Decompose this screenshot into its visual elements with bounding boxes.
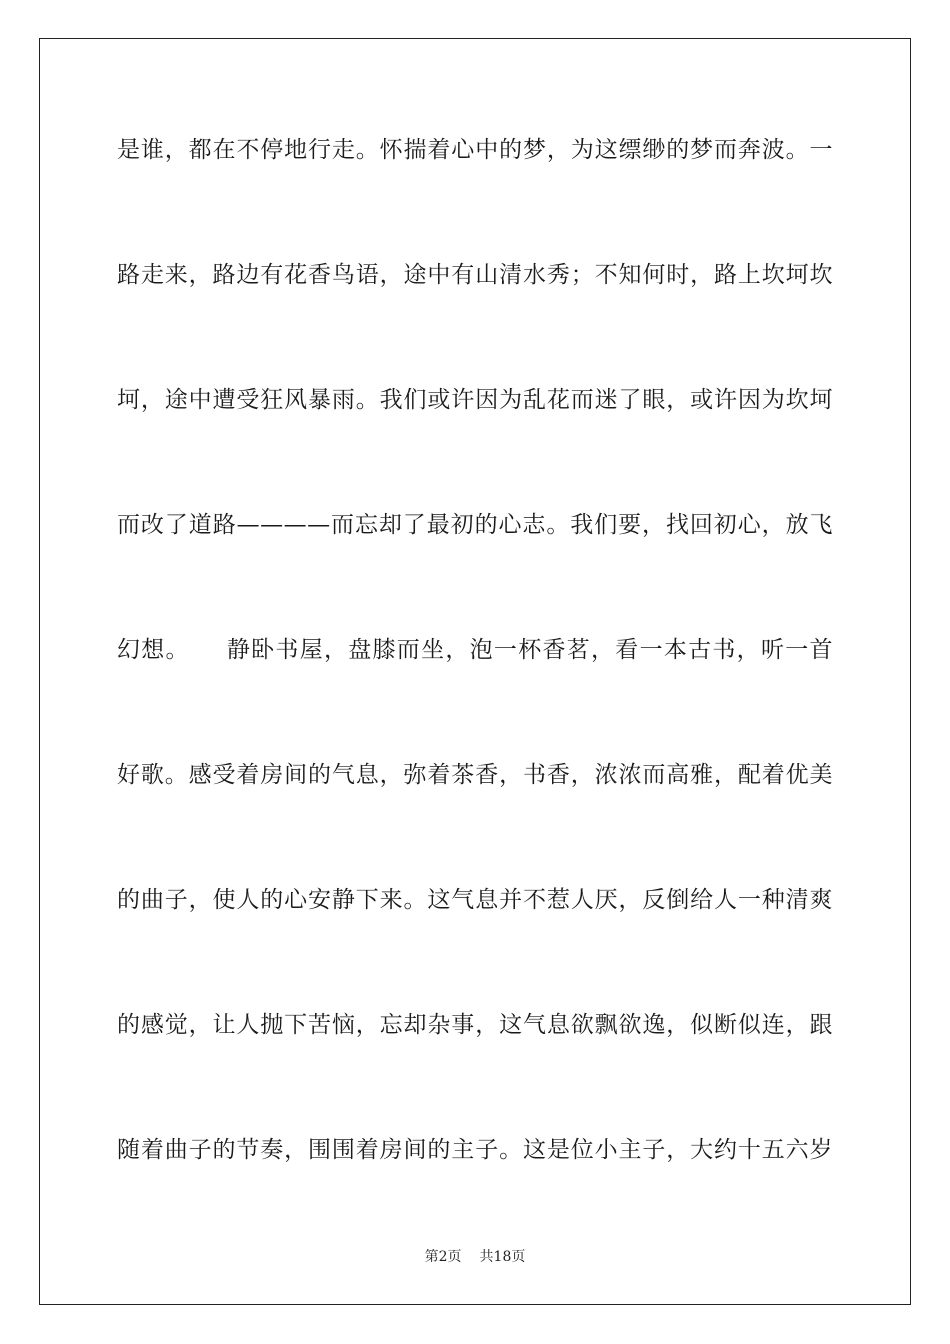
text-line: 随着曲子的节奏，围围着房间的主子。这是位小主子，大约十五六岁: [117, 1137, 833, 1163]
text-line: 而改了道路————而忘却了最初的心志。我们要，找回初心，放飞: [117, 512, 833, 538]
text-line: 的感觉，让人抛下苦恼，忘却杂事，这气息欲飘欲逸，似断似连，跟: [117, 1012, 833, 1038]
page-border: [39, 38, 911, 1305]
text-line: 路走来，路边有花香鸟语，途中有山清水秀；不知何时，路上坎坷坎: [117, 262, 833, 288]
page-total: 共18页: [479, 1249, 526, 1265]
page-footer: [0, 1246, 950, 1266]
text-line: 的曲子，使人的心安静下来。这气息并不惹人厌，反倒给人一种清爽: [117, 887, 833, 913]
text-line: 幻想。 静卧书屋，盘膝而坐，泡一杯香茗，看一本古书，听一首: [117, 637, 833, 663]
text-line: 是谁，都在不停地行走。怀揣着心中的梦，为这缥缈的梦而奔波。一: [117, 137, 833, 163]
page-number: 第2页: [424, 1249, 462, 1265]
text-line: 坷，途中遭受狂风暴雨。我们或许因为乱花而迷了眼，或许因为坎坷: [117, 387, 833, 413]
text-line: 好歌。感受着房间的气息，弥着茶香，书香，浓浓而高雅，配着优美: [117, 762, 833, 788]
